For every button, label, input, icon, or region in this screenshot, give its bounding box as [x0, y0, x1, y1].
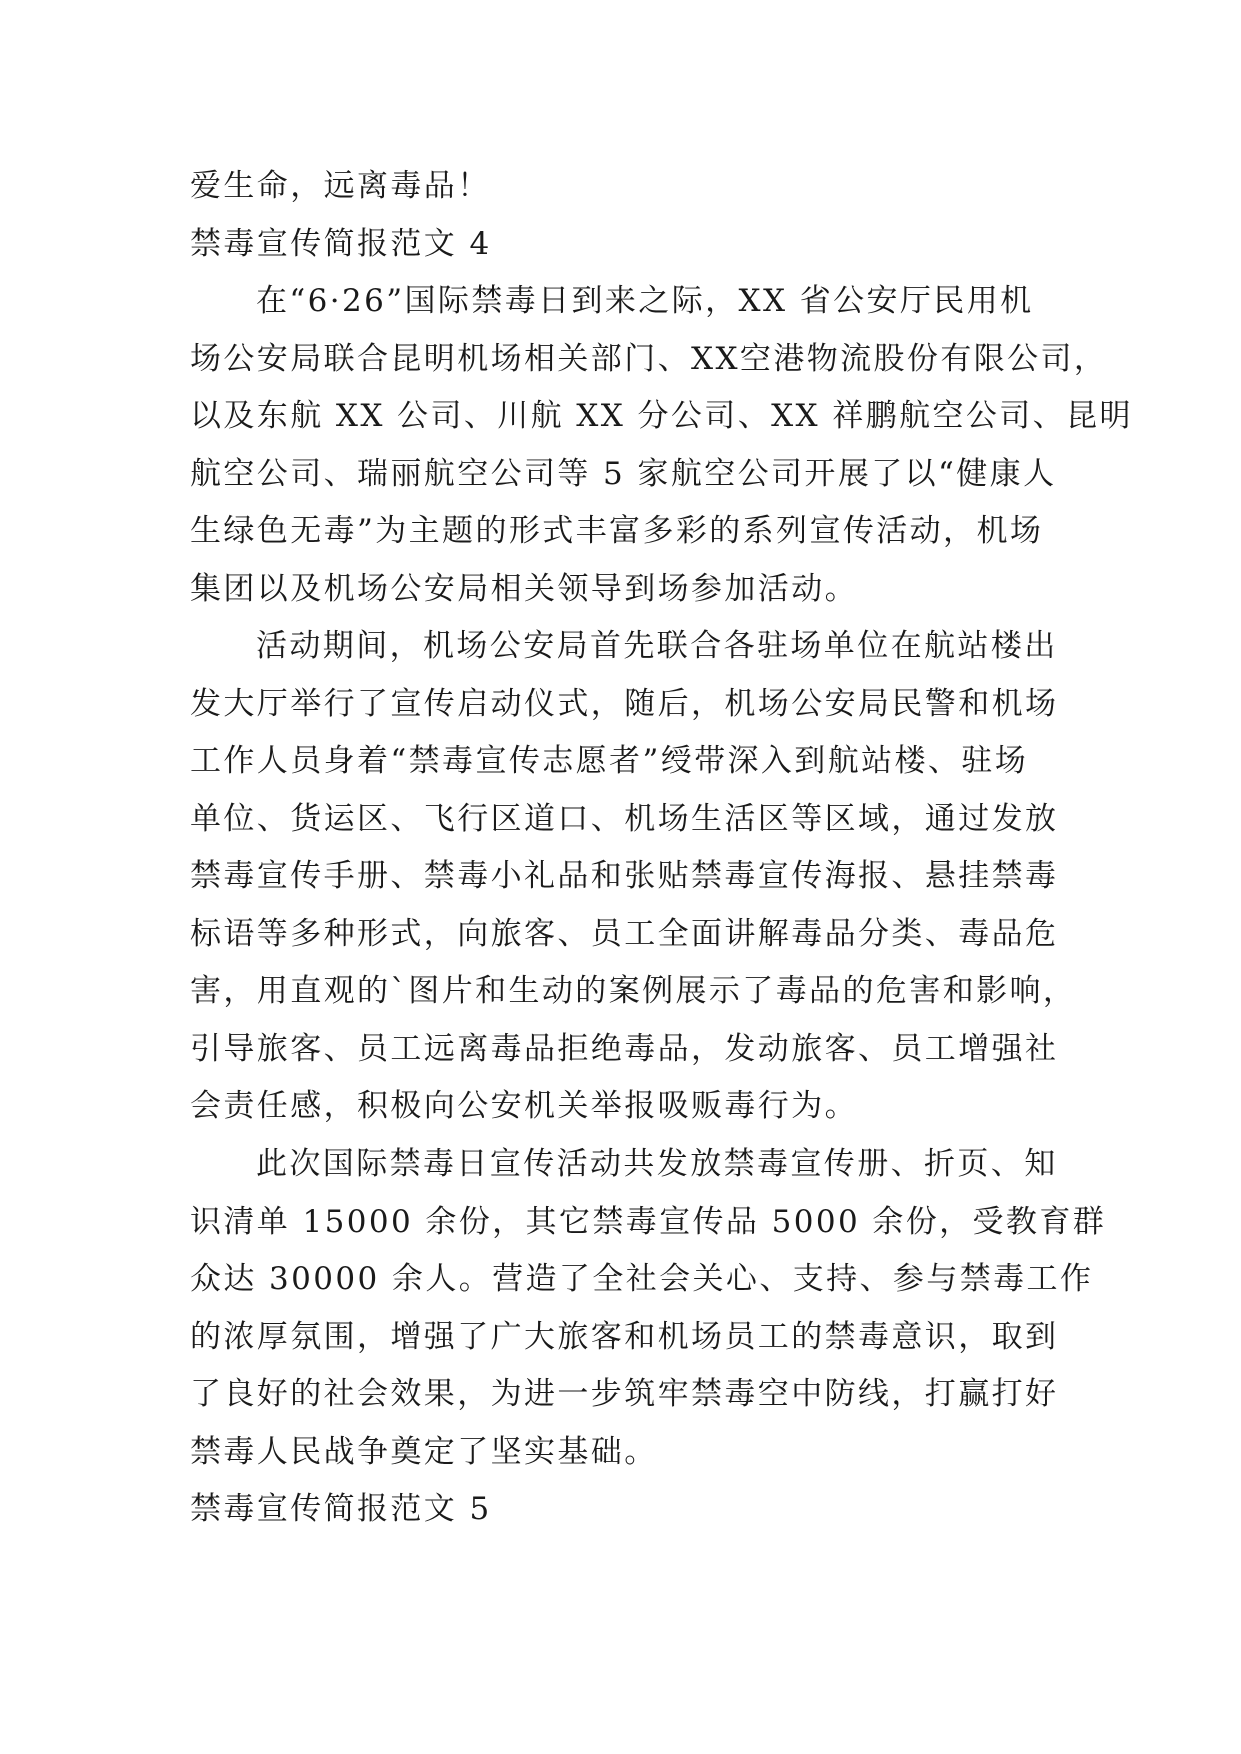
paragraph-2: [190, 618, 1077, 1136]
paragraph-line: 在“6·26”国际禁毒日到来之际，XX 省公安厅民用机: [256, 283, 1034, 319]
paragraph-line: 了良好的社会效果，为进一步筑牢禁毒空中防线，打赢打好: [190, 1376, 1059, 1412]
paragraph-line: 发大厅举行了宣传启动仪式，随后，机场公安局民警和机场: [190, 685, 1059, 722]
paragraph-line: 众达 30000 余人。营造了全社会关心、支持、参与禁毒工作: [190, 1261, 1094, 1297]
paragraph-line: 会责任感，积极向公安机关举报吸贩毒行为。: [190, 1088, 858, 1124]
paragraph-line: 的浓厚氛围，增强了广大旅客和机场员工的禁毒意识，取到: [190, 1318, 1059, 1355]
paragraph-line: 航空公司、瑞丽航空公司等 5 家航空公司开展了以“健康人: [190, 455, 1057, 492]
paragraph-line: 识清单 15000 余份，其它禁毒宣传品 5000 余份，受教育群: [190, 1203, 1107, 1240]
paragraph-1: [190, 273, 1133, 618]
paragraph-3: [190, 1136, 1107, 1481]
paragraph-line: 引导旅客、员工远离毒品拒绝毒品，发动旅客、员工增强社: [190, 1030, 1059, 1067]
paragraph-line: 活动期间，机场公安局首先联合各驻场单位在航站楼出: [256, 628, 1058, 664]
paragraph-line: 集团以及机场公安局相关领导到场参加活动。: [190, 570, 858, 607]
paragraph-line: 标语等多种形式，向旅客、员工全面讲解毒品分类、毒品危: [190, 915, 1059, 952]
section-4-title: 禁毒宣传简报范文 4: [190, 226, 492, 262]
paragraph-line: 工作人员身着“禁毒宣传志愿者”绶带深入到航站楼、驻场: [190, 743, 1029, 779]
paragraph-line: 此次国际禁毒日宣传活动共发放禁毒宣传册、折页、知: [256, 1146, 1058, 1182]
paragraph-line: 场公安局联合昆明机场相关部门、XX空港物流股份有限公司，: [190, 340, 1108, 377]
paragraph-line: 害，用直观的`图片和生动的案例展示了毒品的危害和影响，: [190, 973, 1077, 1009]
paragraph-line: 单位、货运区、飞行区道口、机场生活区等区域，通过发放: [190, 800, 1059, 837]
paragraph-line: 禁毒宣传手册、禁毒小礼品和张贴禁毒宣传海报、悬挂禁毒: [190, 858, 1059, 894]
closing-slogan: 爱生命，远离毒品！: [190, 168, 491, 204]
paragraph-line: 禁毒人民战争奠定了坚实基础。: [190, 1433, 658, 1470]
paragraph-line: 生绿色无毒”为主题的形式丰富多彩的系列宣传活动，机场: [190, 513, 1044, 549]
paragraph-line: 以及东航 XX 公司、川航 XX 分公司、XX 祥鹏航空公司、昆明: [190, 398, 1133, 434]
section-5-title: 禁毒宣传简报范文 5: [190, 1491, 492, 1527]
